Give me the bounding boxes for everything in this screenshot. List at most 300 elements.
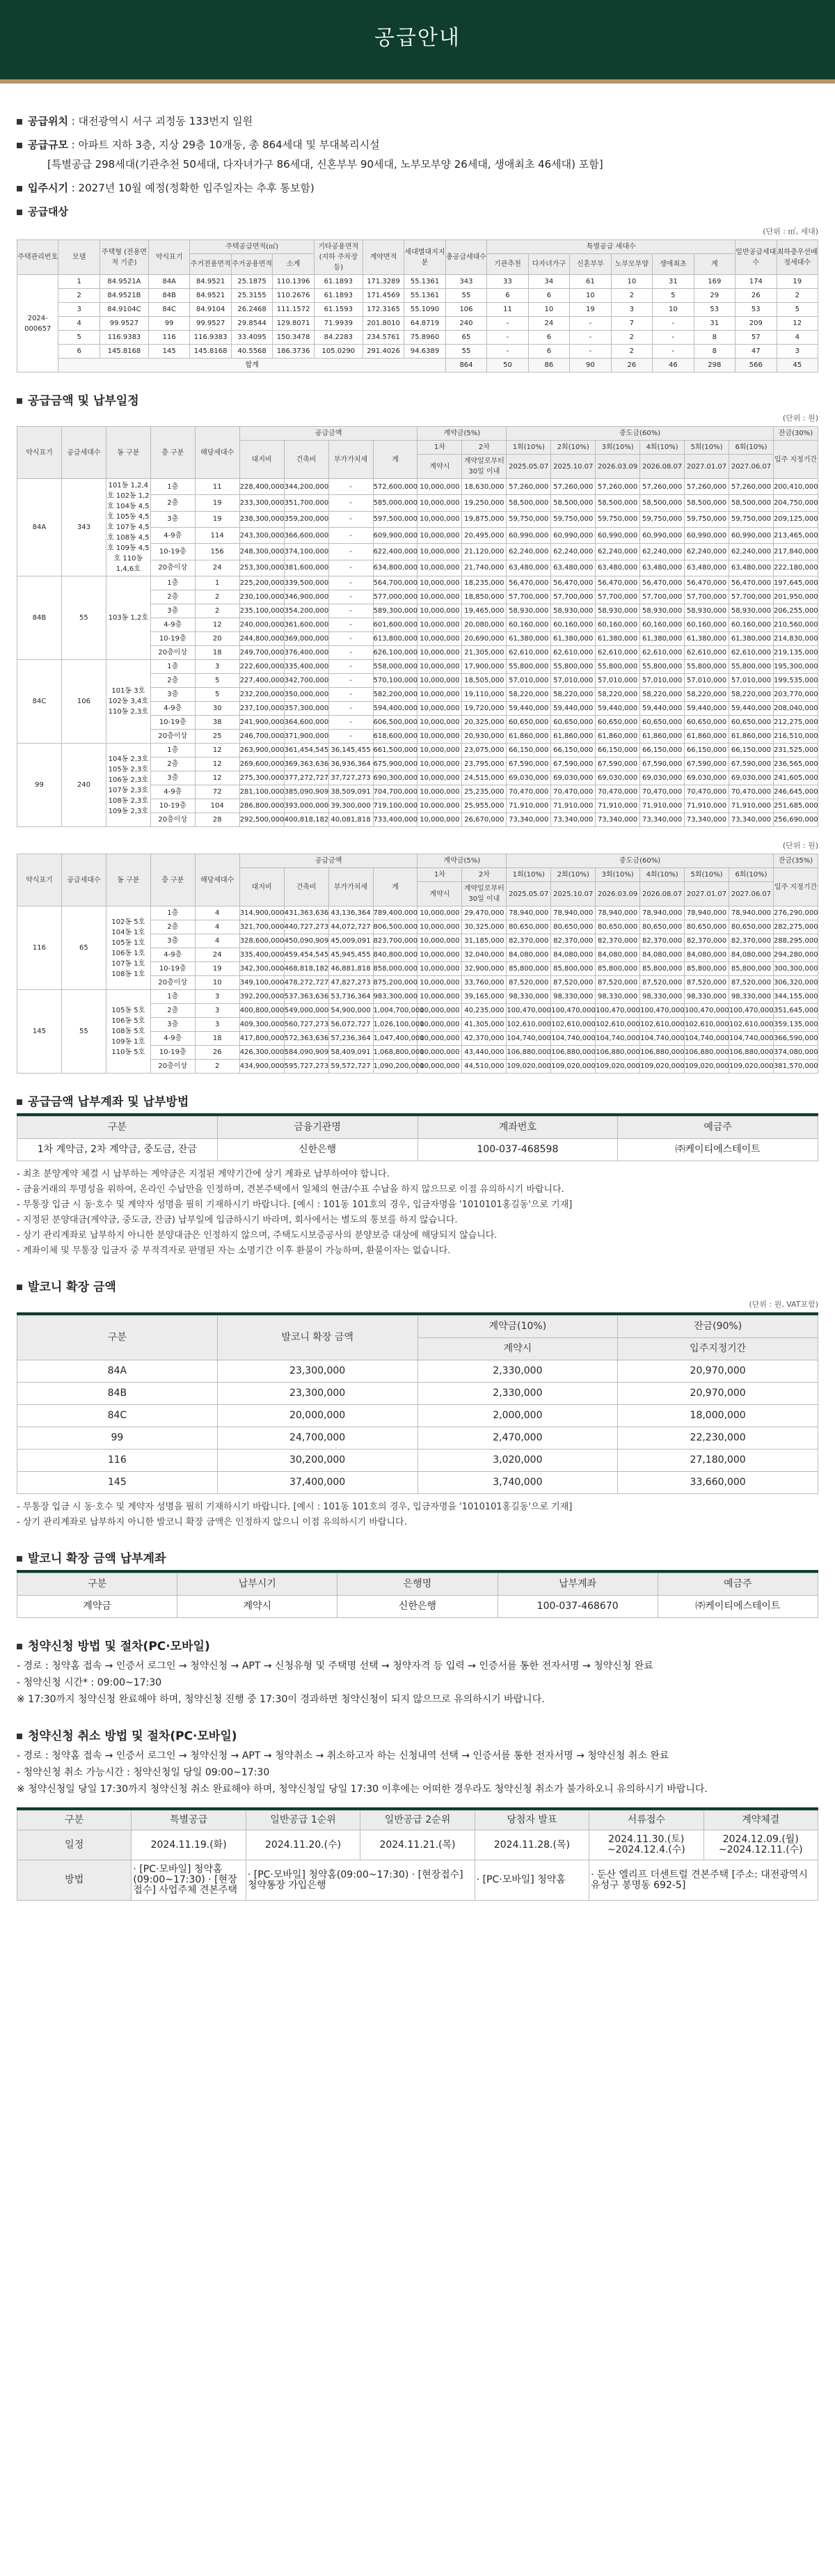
cell: 57,010,000 <box>729 674 774 688</box>
cell: 102,610,000 <box>507 1018 551 1032</box>
cancel-l1: - 경로 : 청약홈 접속 → 인증서 로그인 → 청약신청 → APT → 청약취소 → 취소하고자 하는 신청내역 선택 → 인증서를 통한 전자서명 → 청약신청 취소 완료 <box>17 1750 669 1761</box>
cell: 55.1361 <box>404 289 445 303</box>
cell: 2,470,000 <box>418 1427 618 1450</box>
cell: 234.5761 <box>363 331 404 345</box>
schedule-dates-4: 2024.11.30.(토) ~2024.12.4.(수) <box>589 1830 703 1860</box>
cell: 369,363,636 <box>284 757 328 771</box>
cell: 216,510,000 <box>773 730 818 744</box>
cell: 82,370,000 <box>685 934 729 948</box>
cell: 240,000,000 <box>239 618 284 632</box>
cell: 87,520,000 <box>685 976 729 990</box>
cell: 82,370,000 <box>596 934 640 948</box>
schedule-dates-1: 2024.11.20.(수) <box>246 1830 360 1860</box>
cell: 57 <box>735 331 777 345</box>
cell: 18,850,000 <box>462 590 507 604</box>
cell: 57,236,364 <box>328 1032 373 1046</box>
count-cell: 55 <box>61 576 106 660</box>
cell: 10,000,000 <box>418 976 462 990</box>
cell: 3층 <box>150 511 195 527</box>
cell: 1,047,400,000 <box>373 1032 418 1046</box>
cell: 3 <box>58 303 100 317</box>
cell: 28 <box>195 813 239 827</box>
cell: 104,740,000 <box>685 1032 729 1046</box>
cell: 291.4026 <box>363 345 404 359</box>
cell: 558,000,000 <box>373 660 418 674</box>
cell: 823,700,000 <box>373 934 418 948</box>
col-vat: 부가가치세 <box>328 868 373 906</box>
cell: 572,600,000 <box>373 479 418 495</box>
supply-h-total: 총공급세대수 <box>445 240 486 275</box>
supply-h-newly: 신혼부부 <box>570 254 611 275</box>
col-date: 2025.05.07 <box>507 882 551 906</box>
cell: 208,040,000 <box>773 702 818 716</box>
supply-unit: (단위 : ㎡, 세대) <box>763 227 818 236</box>
cell: 12 <box>195 744 239 757</box>
cell: 61,380,000 <box>507 632 551 646</box>
account-h-3: 예금주 <box>618 1117 818 1139</box>
cell: 601,600,000 <box>373 618 418 632</box>
col-m4: 4회(10%) <box>640 441 685 455</box>
cell: 18 <box>195 646 239 660</box>
cell: 30,200,000 <box>217 1450 418 1472</box>
cell: 63,480,000 <box>640 560 685 576</box>
cell: 2 <box>195 1060 239 1074</box>
cell: 94.6389 <box>404 345 445 359</box>
cell: - <box>653 331 694 345</box>
balcony-row <box>17 1383 818 1405</box>
cell: 58,500,000 <box>596 495 640 511</box>
cell: 23,075,000 <box>462 744 507 757</box>
cell: 99.9527 <box>190 317 231 331</box>
cell: 10,000,000 <box>418 618 462 632</box>
cell: 19 <box>570 303 611 317</box>
cell: 10 <box>528 303 569 317</box>
cell: 69,030,000 <box>507 771 551 785</box>
cell: 58,500,000 <box>729 495 774 511</box>
cell: 85,800,000 <box>640 962 685 976</box>
cell: 26,670,000 <box>462 813 507 827</box>
cell: 27,180,000 <box>618 1450 818 1472</box>
square-bullet-icon <box>17 1285 22 1290</box>
cell: 59,750,000 <box>640 511 685 527</box>
cell: 8 <box>694 331 735 345</box>
cell: 733,400,000 <box>373 813 418 827</box>
mgmt-no: 2024-000657 <box>17 275 58 372</box>
cell: 57,700,000 <box>729 590 774 604</box>
col-date: 2027.01.07 <box>685 882 729 906</box>
supply-row <box>17 345 818 359</box>
cell: 70,470,000 <box>685 785 729 799</box>
balcony-row <box>17 1450 818 1472</box>
cell: 37,727,273 <box>328 771 373 785</box>
cell: - <box>328 632 373 646</box>
cell: 31 <box>694 317 735 331</box>
cell: 4-9층 <box>150 948 195 962</box>
cell: 366,590,000 <box>773 1032 818 1046</box>
cell: 60,650,000 <box>596 716 640 730</box>
cell: 59,750,000 <box>551 511 596 527</box>
cell: 10,000,000 <box>418 1004 462 1018</box>
cell: 61,860,000 <box>551 730 596 744</box>
cell: 65 <box>445 331 486 345</box>
cell: 110.1396 <box>273 275 314 289</box>
cell: 60,650,000 <box>551 716 596 730</box>
cell: 67,590,000 <box>729 757 774 771</box>
cell: 116.9383 <box>100 331 148 345</box>
cell: 606,500,000 <box>373 716 418 730</box>
cell: 71,910,000 <box>596 799 640 813</box>
cell: 32,040,000 <box>462 948 507 962</box>
square-bullet-icon <box>17 398 22 404</box>
cell: 55,800,000 <box>507 660 551 674</box>
cell: - <box>487 345 528 359</box>
square-bullet-icon <box>17 143 22 148</box>
cell: 597,500,000 <box>373 511 418 527</box>
cell: 12 <box>195 757 239 771</box>
cell: 26 <box>611 359 652 372</box>
info-location: : 대전광역시 서구 괴정동 133번지 일원 <box>67 115 253 127</box>
cell: 20,325,000 <box>462 716 507 730</box>
schedule-methods-3: · [PC·모바일] 청약홈 <box>475 1860 589 1901</box>
cell: 4-9층 <box>150 785 195 799</box>
cell: 314,900,000 <box>239 906 284 920</box>
cell: 2층 <box>150 920 195 934</box>
cell: 84,080,000 <box>596 948 640 962</box>
cell: 63,480,000 <box>685 560 729 576</box>
cell: 10-19층 <box>150 632 195 646</box>
cell: 98,330,000 <box>507 990 551 1004</box>
cell: 595,727,273 <box>284 1060 328 1074</box>
col-m5: 5회(10%) <box>685 868 729 882</box>
cell: 38 <box>195 716 239 730</box>
supply-h-general: 일반공급세대수 <box>735 240 777 275</box>
cell: 789,400,000 <box>373 906 418 920</box>
balacct-row-0: 계약금 <box>17 1596 177 1618</box>
cell: 4 <box>777 331 818 345</box>
cell: 61.1893 <box>314 289 363 303</box>
cell: 60,160,000 <box>729 618 774 632</box>
count-cell: 55 <box>61 990 106 1074</box>
cell: 306,320,000 <box>773 976 818 990</box>
cell: 426,300,000 <box>239 1046 284 1060</box>
balacct-row-2: 신한은행 <box>337 1596 498 1618</box>
balcony-h-4: 계약시 <box>418 1338 618 1360</box>
cell: 10,000,000 <box>418 1046 462 1060</box>
cell: 59,750,000 <box>729 511 774 527</box>
cell: 213,465,000 <box>773 527 818 543</box>
cell: 61,380,000 <box>596 632 640 646</box>
supply-h-excl: 주거전용면적 <box>190 254 231 275</box>
cell: 20 <box>195 632 239 646</box>
cell: 357,300,000 <box>284 702 328 716</box>
cell: 102,610,000 <box>596 1018 640 1032</box>
cell: 59,440,000 <box>551 702 596 716</box>
cell: 43,440,000 <box>462 1046 507 1060</box>
cancel-l2: - 청약신청 취소 가능시간 : 청약신청일 당일 09:00~17:30 <box>17 1767 270 1778</box>
cell: 233,300,000 <box>239 495 284 511</box>
cell: - <box>328 527 373 543</box>
cell: 20,970,000 <box>618 1383 818 1405</box>
cell: 339,500,000 <box>284 576 328 590</box>
cell: 55,800,000 <box>640 660 685 674</box>
cell: 25 <box>195 730 239 744</box>
cell: 4 <box>58 317 100 331</box>
cell: 111.1572 <box>273 303 314 317</box>
cell: 78,940,000 <box>729 906 774 920</box>
cell: 41,305,000 <box>462 1018 507 1032</box>
cell: 17,900,000 <box>462 660 507 674</box>
cell: 24 <box>195 560 239 576</box>
cell: 84C <box>17 1405 218 1427</box>
cell: 86 <box>528 359 569 372</box>
cell: 840,800,000 <box>373 948 418 962</box>
supply-h-special: 특별공급 세대수 <box>487 240 735 254</box>
cell: 3 <box>777 345 818 359</box>
cell: 10,000,000 <box>418 962 462 976</box>
cell: 342,300,000 <box>239 962 284 976</box>
apply-l3: ※ 17:30까지 청약신청 완료해야 하며, 청약신청 진행 중 17:30이 경과하면 청약신청이 되지 않으므로 유의하시기 바랍니다. <box>17 1694 545 1705</box>
col-m3: 3회(10%) <box>596 868 640 882</box>
cell: 82,370,000 <box>507 934 551 948</box>
cell: 10 <box>195 976 239 990</box>
cell: 55 <box>445 345 486 359</box>
cell: 201,950,000 <box>773 590 818 604</box>
cell: - <box>328 716 373 730</box>
cell: 57,010,000 <box>596 674 640 688</box>
cell: 61,380,000 <box>551 632 596 646</box>
cell: 57,260,000 <box>729 479 774 495</box>
cell: 400,818,182 <box>284 813 328 827</box>
cell: 11 <box>195 479 239 495</box>
cell: 20,495,000 <box>462 527 507 543</box>
schedule-h-4: 당첨자 발표 <box>475 1811 589 1830</box>
cell: - <box>328 646 373 660</box>
account-h-0: 구분 <box>17 1117 218 1139</box>
cell: 23,795,000 <box>462 757 507 771</box>
supply-h-mgmt: 주택관리번호 <box>17 240 58 275</box>
info-location_label: 공급위치 <box>28 115 68 127</box>
cell: 3 <box>195 990 239 1004</box>
cell: 369,000,000 <box>284 632 328 646</box>
cell: 62,610,000 <box>551 646 596 660</box>
col-count: 공급세대수 <box>61 427 106 479</box>
cancel-title: 청약신청 취소 방법 및 절차(PC·모바일) <box>28 1729 237 1743</box>
cell: 276,290,000 <box>773 906 818 920</box>
cell: 10,000,000 <box>418 1060 462 1074</box>
cell: - <box>487 331 528 345</box>
cell: 3 <box>611 303 652 317</box>
cell: 57,260,000 <box>551 479 596 495</box>
cell: 58,500,000 <box>551 495 596 511</box>
cell: 19,720,000 <box>462 702 507 716</box>
cell: - <box>328 730 373 744</box>
cell: 1층 <box>150 906 195 920</box>
cell: 60,160,000 <box>507 618 551 632</box>
cell: 19,250,000 <box>462 495 507 511</box>
cell: 10-19층 <box>150 716 195 730</box>
cell: 47 <box>735 345 777 359</box>
cell: 10,000,000 <box>418 560 462 576</box>
col-vat: 부가가치세 <box>328 441 373 479</box>
supply-h-sp_total: 계 <box>694 254 735 275</box>
cell: 67,590,000 <box>551 757 596 771</box>
info-target <box>17 202 818 221</box>
col-date: 2027.06.07 <box>729 455 774 479</box>
price-section-title <box>17 391 818 408</box>
cell: 106 <box>445 303 486 317</box>
cell: 55.1361 <box>404 275 445 289</box>
cell: 3층 <box>150 771 195 785</box>
balcony-title: 발코니 확장 금액 <box>28 1280 116 1294</box>
price-row <box>17 479 818 495</box>
col-dong: 동 구분 <box>106 854 150 906</box>
account-title: 공급금액 납부계좌 및 납부방법 <box>28 1095 189 1109</box>
cell: 84,080,000 <box>507 948 551 962</box>
col-date: 2027.06.07 <box>729 882 774 906</box>
apply-section-title <box>17 1636 818 1654</box>
cell: 75.8960 <box>404 331 445 345</box>
cell: 34 <box>528 275 569 289</box>
cell: 11 <box>487 303 528 317</box>
cell: 10 <box>611 275 652 289</box>
cell: 60,990,000 <box>551 527 596 543</box>
cell: 385,090,909 <box>284 785 328 799</box>
cell: 87,520,000 <box>640 976 685 990</box>
schedule-dates-3: 2024.11.28.(목) <box>475 1830 589 1860</box>
cell: 62,610,000 <box>640 646 685 660</box>
cell: 99.9527 <box>100 317 148 331</box>
cell: 100,470,000 <box>596 1004 640 1018</box>
cell: 40,081,818 <box>328 813 373 827</box>
cell: 61,380,000 <box>685 632 729 646</box>
cell: 8 <box>694 345 735 359</box>
account-notes-0: - 최초 분양계약 체결 시 납부하는 계약금은 지정된 계약기간에 상기 계좌로 납부하여야 합니다. <box>17 1169 390 1179</box>
cell: 206,255,000 <box>773 604 818 618</box>
cell: 80,650,000 <box>596 920 640 934</box>
cell: 71,910,000 <box>729 799 774 813</box>
cell: 246,645,000 <box>773 785 818 799</box>
cell: 45 <box>777 359 818 372</box>
cell: 53,736,364 <box>328 990 373 1004</box>
cell: 73,340,000 <box>685 813 729 827</box>
cell: 359,200,000 <box>284 511 328 527</box>
cell: 10,000,000 <box>418 813 462 827</box>
cell: 69,030,000 <box>551 771 596 785</box>
cell: 100,470,000 <box>507 1004 551 1018</box>
cell: 10,000,000 <box>418 646 462 660</box>
cell: 84B <box>148 289 189 303</box>
cell: 2 <box>611 289 652 303</box>
price-row <box>17 906 818 920</box>
cell: 335,400,000 <box>284 660 328 674</box>
cell: 263,900,000 <box>239 744 284 757</box>
supply-row <box>17 317 818 331</box>
col-m2: 2회(10%) <box>551 868 596 882</box>
cell: 56,470,000 <box>729 576 774 590</box>
cell: 109,020,000 <box>729 1060 774 1074</box>
col-amount: 공급금액 <box>239 854 418 868</box>
cell: 10 <box>570 289 611 303</box>
type-cell: 99 <box>17 744 62 827</box>
cell: 61,380,000 <box>729 632 774 646</box>
cell: 572,363,636 <box>284 1032 328 1046</box>
cell: 59,440,000 <box>507 702 551 716</box>
cell: 60,650,000 <box>729 716 774 730</box>
cell: 566 <box>735 359 777 372</box>
cell: 53 <box>694 303 735 317</box>
schedule-h-6: 계약체결 <box>703 1811 818 1830</box>
cell: 20,690,000 <box>462 632 507 646</box>
cell: 1,026,100,000 <box>373 1018 418 1032</box>
balacct-section-title <box>17 1548 818 1566</box>
cell: 24,700,000 <box>217 1427 418 1450</box>
supply-row <box>17 303 818 317</box>
cell: 20,930,000 <box>462 730 507 744</box>
cell: 589,300,000 <box>373 604 418 618</box>
cell: 70,470,000 <box>640 785 685 799</box>
cell: 59,440,000 <box>640 702 685 716</box>
count-cell: 65 <box>61 906 106 990</box>
cell: 351,700,000 <box>284 495 328 511</box>
cell: 73,340,000 <box>507 813 551 827</box>
cell: 209 <box>735 317 777 331</box>
cell: 661,500,000 <box>373 744 418 757</box>
balacct-row-1: 계약시 <box>177 1596 337 1618</box>
cell: 25,235,000 <box>462 785 507 799</box>
balacct-title: 발코니 확장 금액 납부계좌 <box>28 1552 166 1566</box>
cell: 10,000,000 <box>418 1018 462 1032</box>
cell: - <box>328 674 373 688</box>
cell: 98,330,000 <box>551 990 596 1004</box>
cell: 349,100,000 <box>239 976 284 990</box>
cell: 10-19층 <box>150 544 195 560</box>
cell: 50 <box>487 359 528 372</box>
cell: 269,600,000 <box>239 757 284 771</box>
cell: 38,509,091 <box>328 785 373 799</box>
cell: 2층 <box>150 757 195 771</box>
cell: 109,020,000 <box>640 1060 685 1074</box>
balacct-h-4: 예금주 <box>658 1573 818 1596</box>
col-date: 2025.10.07 <box>551 455 596 479</box>
cell: 440,727,273 <box>284 920 328 934</box>
cell: 719,100,000 <box>373 799 418 813</box>
supply-h-inst: 기관추천 <box>487 254 528 275</box>
cell: 5 <box>653 289 694 303</box>
cell: 459,454,545 <box>284 948 328 962</box>
cell: 58,220,000 <box>729 688 774 702</box>
cell: 10,000,000 <box>418 1032 462 1046</box>
count-cell: 106 <box>61 660 106 744</box>
cell: 209,125,000 <box>773 511 818 527</box>
apply-l1: - 경로 : 청약홈 접속 → 인증서 로그인 → 청약신청 → APT → 신청유형 및 주택명 선택 → 청약자격 등 입력 → 인증서를 통한 전자서명 → 청약신청 완료 <box>17 1660 653 1672</box>
price-unit: (단위 : 원) <box>782 841 818 850</box>
col-type: 약식표기 <box>17 427 62 479</box>
cell: 26 <box>735 289 777 303</box>
cell: 104,740,000 <box>507 1032 551 1046</box>
col-date: 2027.01.07 <box>685 455 729 479</box>
cell: 58,220,000 <box>551 688 596 702</box>
cell: 204,750,000 <box>773 495 818 511</box>
info-move: : 2027년 10월 예정(정확한 입주일자는 추후 통보함) <box>67 182 315 194</box>
cell: 431,363,636 <box>284 906 328 920</box>
cell: 613,800,000 <box>373 632 418 646</box>
cell: 806,500,000 <box>373 920 418 934</box>
cell: 104 <box>195 799 239 813</box>
dong-cell: 101동 1,2,4호 102동 1,2호 104동 4,5호 105동 4,5호 107동 4,5호 108동 4,5호 109동 4,5호 110동 1,4,6호 <box>106 479 150 576</box>
price-row <box>17 744 818 757</box>
cell: 56,470,000 <box>507 576 551 590</box>
cell: - <box>328 544 373 560</box>
